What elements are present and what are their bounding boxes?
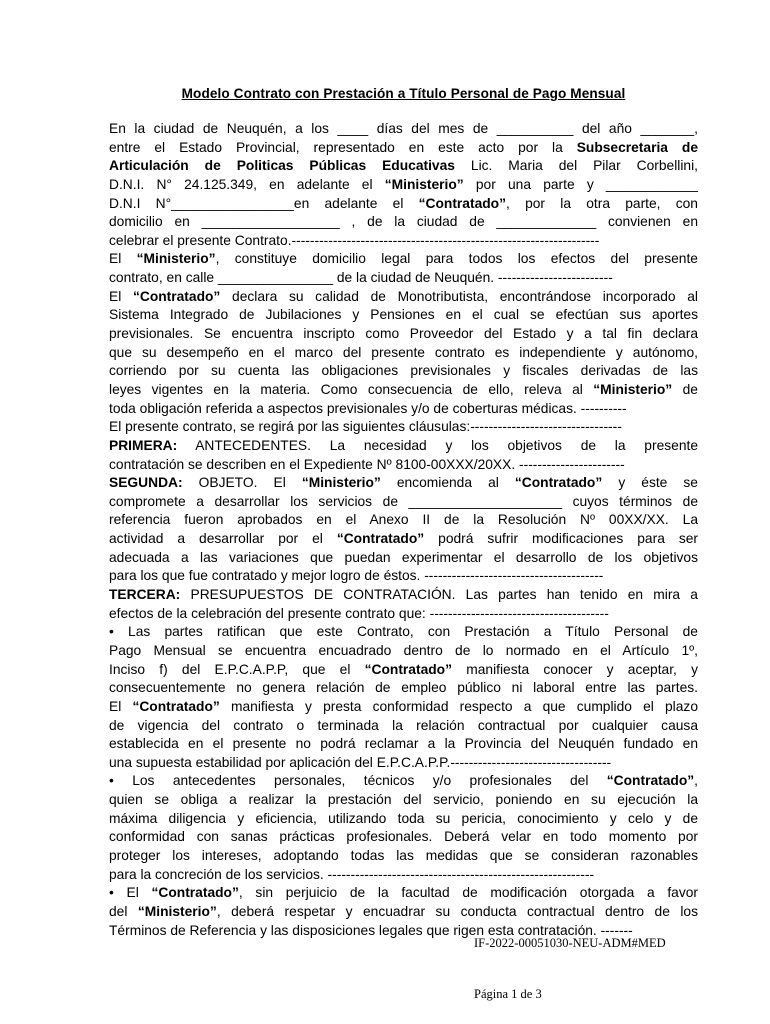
body-text: y éste se — [602, 475, 698, 491]
body-text: proteger los intereses, adoptando todas las medidas que se consideran razonables — [109, 847, 698, 863]
bold-text: “Ministerio” — [593, 381, 673, 397]
body-line — [109, 735, 698, 754]
body-line — [109, 884, 698, 903]
body-line — [109, 698, 698, 717]
body-text: , deberá respetar y encuadrar su conducta contractual dentro de los — [216, 903, 698, 919]
body-line — [109, 810, 698, 829]
body-text: domicilio en __________________ , de la ciudad de _____________ convienen en — [109, 214, 698, 230]
bold-text: “Contratado” — [514, 475, 603, 491]
body-line — [109, 754, 698, 773]
bold-text: “Contratado” — [132, 698, 220, 714]
bold-text: “Ministerio” — [136, 251, 216, 267]
body-text: leyes vigentes en la materia. Como consecuencia de ello, releva al — [109, 381, 594, 397]
body-text: El — [109, 251, 137, 267]
body-line — [109, 195, 698, 214]
body-text: quien se obliga a realizar la prestación del servicio, poniendo en su ejecución la — [109, 792, 698, 808]
body-line — [109, 437, 698, 456]
body-text: declara su calidad de Monotributista, encontrándose incorporado al — [220, 288, 698, 304]
body-text: , constituye domicilio legal para todos los efectos del presente — [215, 251, 698, 267]
body-line — [109, 269, 698, 288]
body-line — [109, 418, 698, 437]
body-text: una supuesta estabilidad por aplicación del E.P.C.A.P.P.----------------------------------- — [109, 754, 612, 770]
body-line — [109, 605, 698, 624]
body-line — [109, 772, 698, 791]
body-text: conformidad con sanas prácticas profesionales. Deberá velar en todo momento por — [109, 829, 698, 845]
body-line — [109, 586, 698, 605]
body-line — [109, 903, 698, 922]
bold-text: “Contratado” — [336, 531, 425, 547]
body-text: para los que fue contratado y mejor logro de éstos. --------------------------------------- — [109, 568, 604, 584]
body-line — [109, 549, 698, 568]
body-text: establecida en el presente no podrá reclamar a la Provincia del Neuquén fundado en — [109, 736, 698, 752]
body-line — [109, 791, 698, 810]
body-text: de vigencia del contrato o terminada la relación contractual por cualquier causa — [109, 717, 698, 733]
body-text: D.N.I N°________________en adelante el — [109, 195, 419, 211]
document-body — [109, 120, 698, 940]
body-text: • Las partes ratifican que este Contrato, con Prestación a Título Personal de — [109, 624, 698, 640]
bold-text: “Contratado” — [418, 195, 507, 211]
body-line — [109, 176, 698, 195]
bold-text: SEGUNDA: — [109, 475, 183, 491]
body-text: previsionales. Se encuentra inscripto como Proveedor del Estado y a tal fin declara — [109, 326, 698, 342]
body-line — [109, 828, 698, 847]
body-text: Inciso f) del E.P.C.A.P.P, que el — [109, 661, 365, 677]
body-text: El — [109, 698, 133, 714]
body-text: D.N.I. N° 24.125.349, en adelante el — [109, 176, 385, 192]
body-text: Sistema Integrado de Jubilaciones y Pensiones en el cual se efectúan sus aportes — [109, 307, 698, 323]
body-text: actividad a desarrollar por el — [109, 531, 337, 547]
body-text: , por la otra parte, con — [506, 195, 698, 211]
bold-text: “Contratado” — [364, 661, 453, 677]
body-text: referencia fueron aprobados en el Anexo II de la Resolución Nº 00XX/XX. La — [109, 512, 698, 528]
body-line — [109, 661, 698, 680]
body-text: compromete a desarrollar los servicios de ____________________ cuyos términos de — [109, 493, 698, 509]
body-line — [109, 717, 698, 736]
body-text: contratación se describen en el Expediente Nº 8100-00XXX/20XX. ----------------------- — [109, 456, 625, 472]
body-text: , sin perjuicio de la facultad de modificación otorgada a favor — [238, 885, 698, 901]
bold-text: Subsecretaria de — [576, 139, 698, 155]
body-text: para la concreción de los servicios. ---------------------------------------------------------- — [109, 866, 595, 882]
body-line — [109, 847, 698, 866]
body-line — [109, 306, 698, 325]
body-line — [109, 157, 698, 176]
document-title: Modelo Contrato con Prestación a Título Personal de Pago Mensual — [181, 86, 626, 101]
body-text: Términos de Referencia y las disposiciones legales que rigen esta contratación. ------- — [109, 922, 633, 938]
bold-text: “Contratado” — [132, 288, 221, 304]
bold-text: “Ministerio” — [384, 176, 464, 192]
body-line — [109, 120, 698, 139]
body-line — [109, 232, 698, 251]
body-line — [109, 381, 698, 400]
body-line — [109, 679, 698, 698]
body-text: celebrar el presente Contrato.------------------------------------------------------------------- — [109, 232, 600, 248]
body-text: podrá sufrir modificaciones para ser — [424, 531, 698, 547]
body-text: corriendo por su cuenta las obligaciones previsionales y fiscales derivadas de las — [109, 363, 698, 379]
bold-text: Articulación de Politicas Públicas Educativas — [109, 158, 455, 174]
bold-text: “Ministerio” — [137, 903, 217, 919]
document-page — [109, 86, 698, 940]
body-text: por una parte y ____________ — [463, 176, 698, 192]
body-text: de — [672, 381, 698, 397]
body-line — [109, 623, 698, 642]
bold-text: “Ministerio” — [301, 475, 381, 491]
body-text: encomienda al — [380, 475, 515, 491]
body-text: PRESUPUESTOS DE CONTRATACIÓN. Las partes han tenido en mira a — [180, 587, 698, 603]
body-text: contrato, en calle _______________ de la ciudad de Neuquén. ------------------------- — [109, 270, 613, 286]
body-line — [109, 344, 698, 363]
body-text: • El — [109, 885, 152, 901]
body-text: • Los antecedentes personales, técnicos y/o profesionales del — [109, 773, 607, 789]
body-line — [109, 511, 698, 530]
body-line — [109, 362, 698, 381]
body-line — [109, 866, 698, 885]
body-line — [109, 400, 698, 419]
body-text: que su desempeño en el marco del presente contrato es independiente y autónomo, — [109, 344, 698, 360]
page-number: Página 1 de 3 — [474, 987, 542, 1001]
body-text: máxima diligencia y eficiencia, utilizando toda su pericia, conocimiento y celo y de — [109, 810, 698, 826]
body-line — [109, 493, 698, 512]
body-line — [109, 250, 698, 269]
body-line — [109, 456, 698, 475]
body-text: del — [109, 903, 138, 919]
body-text: Pago Mensual se encuentra encuadrado dentro de lo normado en el Artículo 1º, — [109, 642, 698, 658]
bold-text: PRIMERA: — [109, 437, 178, 453]
body-text: efectos de la celebración del presente contrato que: --------------------------------------- — [109, 605, 609, 621]
body-text: Lic. Maria del Pilar Corbellini, — [454, 158, 698, 174]
body-text: manifiesta conocer y aceptar, y — [452, 661, 698, 677]
body-line — [109, 139, 698, 158]
body-text: manifiesta y presta conformidad respecto a que cumplido el plazo — [219, 698, 698, 714]
body-line — [109, 474, 698, 493]
body-text: El — [109, 288, 133, 304]
body-text: consecuentemente no genera relación de empleo público ni laboral entre las partes. — [109, 680, 698, 696]
body-line — [109, 567, 698, 586]
body-text: entre el Estado Provincial, representado en este acto por la — [109, 139, 577, 155]
body-text: OBJETO. El — [182, 475, 302, 491]
body-line — [109, 288, 698, 307]
bold-text: “Contratado” — [151, 885, 239, 901]
body-line — [109, 642, 698, 661]
body-text: En la ciudad de Neuquén, a los ____ días del mes de __________ del año _______, — [109, 121, 698, 136]
body-text: toda obligación referida a aspectos previsionales y/o de coberturas médicas. ---------- — [109, 400, 627, 416]
body-line — [109, 530, 698, 549]
body-text: El presente contrato, se regirá por las siguientes cláusulas:--------------------------------- — [109, 419, 622, 435]
body-text: , — [694, 773, 698, 789]
body-line — [109, 325, 698, 344]
bold-text: “Contratado” — [606, 773, 695, 789]
bold-text: TERCERA: — [109, 587, 181, 603]
body-text: ANTECEDENTES. La necesidad y los objetivos de la presente — [177, 437, 698, 453]
body-text: adecuada a las variaciones que puedan experimentar el desarrollo de los objetivos — [109, 549, 698, 565]
body-line — [109, 213, 698, 232]
document-id-stamp: IF-2022-00051030-NEU-ADM#MED — [474, 936, 666, 950]
